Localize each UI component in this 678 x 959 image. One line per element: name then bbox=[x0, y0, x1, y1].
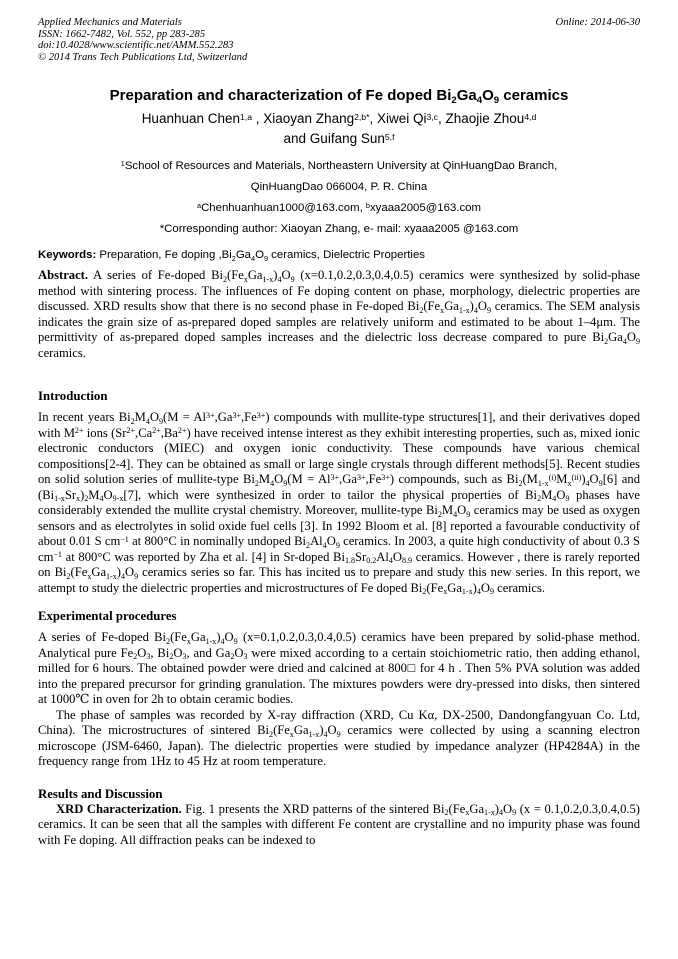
authors-block bbox=[38, 109, 640, 149]
affiliation-line: $^1$School of Resources and Materials, Northeastern University at QinHuangDao Branch, bbox=[120, 159, 558, 173]
abstract-paragraph: Abstract. A series of Fe-doped $Bi_2(Fe_xGa_{1-x})_4O_9$ (x=0.1,0.2,0.3,0.4,0.5) ceramics were synthesized by solid-phase method with sintering process. The influences of Fe doping content on phase, morphology, dielectric properties are discussed. XRD results show that there is no second phase in Fe-doped $Bi_2(Fe_xGa_{1-x})_4O_9$ ceramics. The SEM analysis indicates the grain size of as-prepared doped samples are relatively uniform and estimated to be about 1–4μm. The permittivity of as-prepared doped samples increases and the dielectric loss decrease compared to pure $Bi_2Ga_4O_9$ ceramics. bbox=[38, 268, 640, 360]
journal-header bbox=[38, 17, 640, 63]
section-heading-experimental: Experimental procedures bbox=[38, 609, 177, 624]
journal-name: Applied Mechanics and Materials bbox=[38, 17, 182, 28]
introduction-paragraph: In recent years $Bi_2M_4O_9(M = Al^{3+},Ga^{3+},Fe^{3+})$ compounds with mullite-type structures[1], and their derivatives doped with $M^{2+}$ ions $(Sr^{2+},Ca^{2+},Ba^{2+})$ have received intense interest as they exhibit interesting properties, such as, mixed ionic electronic conductors (MIEC) and oxygen ionic conductivity. These compounds have various chemical compositions[2-4]. They can be obtained as small or large single crystals through different methods[5]. Recent studies on solid solution series of mullite-type $Bi_2M_4O_9(M = Al^{3+},Ga^{3+},Fe^{3+})$ compounds, such as $Bi_2(M_{1-x}^{(i)}M_x^{(ii)})_4O_9[6]$ and $(Bi_{1-x}Sr_x)_2M_4O_{9-x}[7]$, which were synthesized in order to tailor the physical properties of $Bi_2M_4O_9$ phases have considerably extended the mullite crystal chemistry. Moreover, mullite-type $Bi_2M_4O_9$ ceramics may be used as oxygen sensors and as electrolytes in solid oxide fuel cells [3]. In 1992 Bloom et al. [8] reported a favourable conductivity of about 0.01 S $cm^{-1}$ at 800°C in nominally undoped $Bi_2Al_4O_9$ ceramics. In 2003, a quite high conductivity of about 0.3 S $cm^{-1}$ at 800°C was reported by Zha et al. [4] in Sr-doped $Bi_{1.8}Sr_{0.2}Al_4O_{8.9}$ ceramics. However , there is rarely reported on $Bi_2(Fe_xGa_{1-x})_4O_9$ ceramics series so far. This has incited us to prepare and study this new series. In this report, we attempt to study the dielectric properties and microstructures of Fe doped $Bi_2(Fe_xGa_{1-x})_4O_9$ ceramics. bbox=[38, 410, 641, 597]
doi-line: doi:10.4028/www.scientific.net/AMM.552.283 bbox=[38, 40, 234, 52]
issn-volume-line: ISSN: 1662-7482, Vol. 552, pp 283-285 bbox=[38, 28, 206, 40]
section-heading-introduction: Introduction bbox=[38, 389, 108, 404]
paper-title: Preparation and characterization of Fe doped $Bi_2Ga_4O_9$ ceramics bbox=[109, 87, 569, 107]
experimental-paragraph-2: The phase of samples was recorded by X-ray diffraction (XRD, Cu Kα, DX-2500, Dandongfangyuan Co. Ltd, China). The microstructures of sintered $Bi_2(Fe_xGa_{1-x})_4O_9$ ceramics were collected by using a scanning electron microscope (JSM-6460, Japan). The dielectric properties were studied by impedance analyzer (HP4284A) in the frequency range from 1Hz to 45 Hz at room temperature. bbox=[38, 707, 640, 769]
results-paragraph: XRD Characterization. Fig. 1 presents the XRD patterns of the sintered $Bi_2(Fe_xGa_{1-x})_4O_9$ (x = 0.1,0.2,0.3,0.4,0.5) ceramics. It can be seen that all the samples with different Fe content are crystalline and no impurity phase was found with Fe doping. All diffraction peaks can be indexed to bbox=[38, 801, 640, 847]
affiliation-city-line: QinHuangDao 066004, P. R. China bbox=[250, 181, 428, 194]
corresponding-author-line: *Corresponding author: Xiaoyan Zhang, e- mail: xyaaa2005 @163.com bbox=[159, 223, 519, 236]
author-emails-line: $^a$Chenhuanhuan1000@163.com, $^b$xyaaa2005@163.com bbox=[197, 201, 481, 215]
authors-line-1: Huanhuan Chen$^{1,a}$ , Xiaoyan Zhang$^{2,b*}$, Xiwei Qi$^{3,c}$, Zhaojie Zhou$^{4,d}$ bbox=[141, 111, 537, 127]
keywords-line: Keywords: Preparation, Fe doping $,Bi_2Ga_4O_9$ ceramics, Dielectric Properties bbox=[38, 249, 425, 263]
online-date: Online: 2014-06-30 bbox=[555, 17, 640, 28]
authors-line-2: and Guifang Sun$^{5,f}$ bbox=[283, 131, 395, 147]
copyright-line: © 2014 Trans Tech Publications Ltd, Switzerland bbox=[38, 51, 248, 63]
journal-header-left bbox=[38, 17, 247, 63]
experimental-paragraph-1: A series of Fe-doped $Bi_2(Fe_xGa_{1-x})_4O_9$ (x=0.1,0.2,0.3,0.4,0.5) ceramics have been prepared by solid-phase method. Analytical pure $Fe_2O_3$, $Bi_2O_3$, and $Ga_2O_3$ were mixed according to a certain stoichiometric ratio, then adding ethanol, milled for 6 hours. The obtained powder were dried and calcined at 800□ for 4 h . Then 5% PVA solution was added into the prepared precursor for grinding granulation. The mixtures powders were dry-pressed into disks, then sintered at 1000℃ in oven for 2h to obtain ceramic bodies. bbox=[38, 630, 640, 707]
section-heading-results: Results and Discussion bbox=[38, 786, 163, 801]
affiliation-block bbox=[38, 159, 640, 236]
